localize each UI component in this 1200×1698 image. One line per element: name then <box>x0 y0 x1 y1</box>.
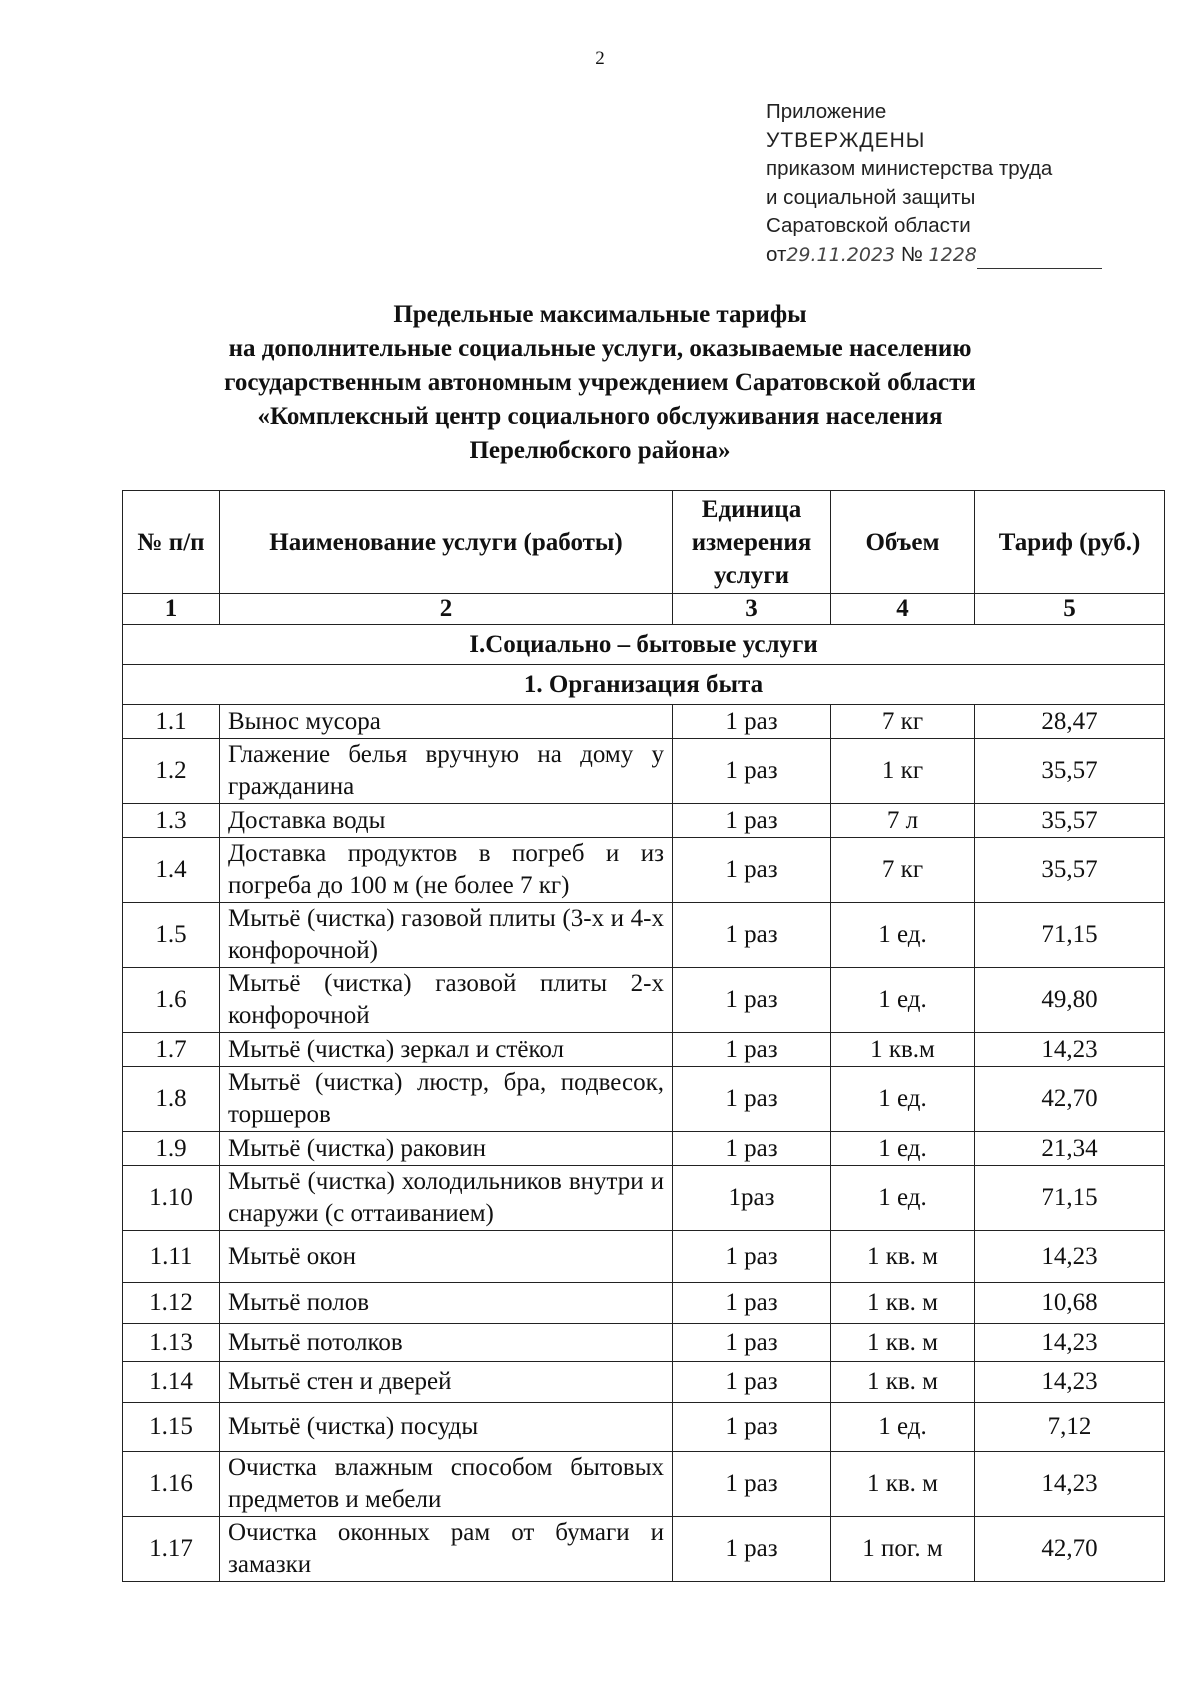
service-name: Мытьё потолков <box>220 1324 673 1362</box>
row-number: 1.5 <box>123 903 220 968</box>
unit-cell: 1 раз <box>673 804 831 838</box>
tariff-cell: 14,23 <box>975 1452 1165 1517</box>
column-number: 1 <box>123 594 220 625</box>
service-name: Мытьё (чистка) зеркал и стёкол <box>220 1033 673 1067</box>
service-name: Мытьё (чистка) раковин <box>220 1132 673 1166</box>
table-row <box>123 1283 1165 1324</box>
row-number: 1.9 <box>123 1132 220 1166</box>
row-number: 1.6 <box>123 968 220 1033</box>
unit-cell: 1раз <box>673 1166 831 1231</box>
unit-cell: 1 раз <box>673 1452 831 1517</box>
volume-cell: 1 ед. <box>831 1166 975 1231</box>
row-number: 1.12 <box>123 1283 220 1324</box>
table-row <box>123 1517 1165 1582</box>
tariff-cell: 42,70 <box>975 1067 1165 1132</box>
service-name: Доставка воды <box>220 804 673 838</box>
tariff-cell: 35,57 <box>975 739 1165 804</box>
approval-line: Саратовской области <box>766 214 971 237</box>
volume-cell: 1 ед. <box>831 903 975 968</box>
row-number: 1.7 <box>123 1033 220 1067</box>
tariff-cell: 71,15 <box>975 903 1165 968</box>
unit-cell: 1 раз <box>673 903 831 968</box>
row-number: 1.13 <box>123 1324 220 1362</box>
volume-cell: 7 кг <box>831 705 975 739</box>
volume-cell: 1 ед. <box>831 968 975 1033</box>
tariff-cell: 14,23 <box>975 1362 1165 1403</box>
volume-cell: 1 пог. м <box>831 1517 975 1582</box>
column-number: 4 <box>831 594 975 625</box>
subsection-heading: 1. Организация быта <box>123 665 1165 705</box>
tariff-cell: 35,57 <box>975 838 1165 903</box>
number-prefix: № <box>900 242 923 266</box>
tariff-cell: 7,12 <box>975 1403 1165 1452</box>
row-number: 1.11 <box>123 1231 220 1283</box>
unit-cell: 1 раз <box>673 1132 831 1166</box>
tariff-cell: 42,70 <box>975 1517 1165 1582</box>
service-name: Доставка продуктов в погреб и из погреба до 100 м (не более 7 кг) <box>220 838 673 903</box>
approval-date-number <box>766 241 1102 270</box>
date-prefix: от <box>766 242 787 266</box>
row-number: 1.16 <box>123 1452 220 1517</box>
table-row <box>123 804 1165 838</box>
tariff-cell: 14,23 <box>975 1324 1165 1362</box>
service-name: Мытьё (чистка) посуды <box>220 1403 673 1452</box>
tariff-cell: 49,80 <box>975 968 1165 1033</box>
unit-cell: 1 раз <box>673 1324 831 1362</box>
approval-stamp: УТВЕРЖДЕНЫ <box>766 128 926 152</box>
title-line: на дополнительные социальные услуги, оказываемые населению <box>228 335 972 362</box>
volume-cell: 1 кв. м <box>831 1283 975 1324</box>
title-line: государственным автономным учреждением Саратовской области <box>224 369 976 396</box>
section-row <box>123 625 1165 665</box>
page-number: 2 <box>595 48 605 69</box>
row-number: 1.14 <box>123 1362 220 1403</box>
table-row <box>123 739 1165 804</box>
service-name: Вынос мусора <box>220 705 673 739</box>
unit-cell: 1 раз <box>673 1231 831 1283</box>
table-row <box>123 1403 1165 1452</box>
table-row <box>123 838 1165 903</box>
tariff-cell: 71,15 <box>975 1166 1165 1231</box>
table-row <box>123 1033 1165 1067</box>
handwritten-date: 29.11.2023 <box>786 243 896 266</box>
unit-cell: 1 раз <box>673 739 831 804</box>
unit-cell: 1 раз <box>673 838 831 903</box>
service-name: Мытьё стен и дверей <box>220 1362 673 1403</box>
service-name: Очистка оконных рам от бумаги и замазки <box>220 1517 673 1582</box>
table-row <box>123 1067 1165 1132</box>
unit-cell: 1 раз <box>673 1517 831 1582</box>
unit-cell: 1 раз <box>673 1362 831 1403</box>
tariff-cell: 14,23 <box>975 1033 1165 1067</box>
signature-underline <box>977 250 1102 269</box>
document-title <box>0 298 1200 468</box>
tariff-cell: 10,68 <box>975 1283 1165 1324</box>
approval-block <box>766 98 1102 269</box>
unit-cell: 1 раз <box>673 968 831 1033</box>
table-row <box>123 1362 1165 1403</box>
volume-cell: 1 кг <box>831 739 975 804</box>
title-line: Предельные максимальные тарифы <box>393 301 807 328</box>
table-row <box>123 1324 1165 1362</box>
approval-line: Приложение <box>766 100 887 123</box>
row-number: 1.1 <box>123 705 220 739</box>
unit-cell: 1 раз <box>673 1283 831 1324</box>
tariff-cell: 21,34 <box>975 1132 1165 1166</box>
tariffs-table <box>122 490 1165 1582</box>
volume-cell: 7 л <box>831 804 975 838</box>
tariff-cell: 35,57 <box>975 804 1165 838</box>
row-number: 1.10 <box>123 1166 220 1231</box>
service-name: Мытьё окон <box>220 1231 673 1283</box>
service-name: Мытьё (чистка) холодильников внутри и снаружи (с оттаиванием) <box>220 1166 673 1231</box>
header-volume: Объем <box>831 491 975 594</box>
row-number: 1.17 <box>123 1517 220 1582</box>
service-name: Очистка влажным способом бытовых предметов и мебели <box>220 1452 673 1517</box>
handwritten-number: 1228 <box>928 243 977 266</box>
unit-cell: 1 раз <box>673 1033 831 1067</box>
unit-cell: 1 раз <box>673 705 831 739</box>
approval-line: и социальной защиты <box>766 185 976 209</box>
volume-cell: 1 ед. <box>831 1132 975 1166</box>
header-name: Наименование услуги (работы) <box>220 491 673 594</box>
volume-cell: 1 кв. м <box>831 1324 975 1362</box>
volume-cell: 1 ед. <box>831 1067 975 1132</box>
row-number: 1.2 <box>123 739 220 804</box>
header-unit: Единица измерения услуги <box>673 491 831 594</box>
header-num: № п/п <box>123 491 220 594</box>
approval-line: приказом министерства труда <box>766 157 1053 180</box>
service-name: Глажение белья вручную на дому у гражданина <box>220 739 673 804</box>
header-row <box>123 491 1165 594</box>
tariff-cell: 14,23 <box>975 1231 1165 1283</box>
service-name: Мытьё (чистка) газовой плиты 2-х конфорочной <box>220 968 673 1033</box>
subsection-row <box>123 665 1165 705</box>
table-row <box>123 903 1165 968</box>
section-heading: I.Социально – бытовые услуги <box>123 625 1165 665</box>
title-line: «Комплексный центр социального обслуживания населения <box>257 403 943 430</box>
table-row <box>123 1166 1165 1231</box>
tariff-cell: 28,47 <box>975 705 1165 739</box>
volume-cell: 1 кв. м <box>831 1452 975 1517</box>
row-number: 1.4 <box>123 838 220 903</box>
header-tariff: Тариф (руб.) <box>975 491 1165 594</box>
service-name: Мытьё (чистка) люстр, бра, подвесок, торшеров <box>220 1067 673 1132</box>
volume-cell: 1 кв. м <box>831 1231 975 1283</box>
column-number: 2 <box>220 594 673 625</box>
row-number: 1.3 <box>123 804 220 838</box>
table-row <box>123 968 1165 1033</box>
unit-cell: 1 раз <box>673 1067 831 1132</box>
column-number: 3 <box>673 594 831 625</box>
volume-cell: 7 кг <box>831 838 975 903</box>
table-row <box>123 1231 1165 1283</box>
table-row <box>123 1132 1165 1166</box>
table-row <box>123 705 1165 739</box>
service-name: Мытьё (чистка) газовой плиты (3-х и 4-х конфорочной) <box>220 903 673 968</box>
service-name: Мытьё полов <box>220 1283 673 1324</box>
column-number-row <box>123 594 1165 625</box>
unit-cell: 1 раз <box>673 1403 831 1452</box>
column-number: 5 <box>975 594 1165 625</box>
volume-cell: 1 кв. м <box>831 1362 975 1403</box>
volume-cell: 1 кв.м <box>831 1033 975 1067</box>
row-number: 1.15 <box>123 1403 220 1452</box>
title-line: Перелюбского района» <box>469 437 731 464</box>
volume-cell: 1 ед. <box>831 1403 975 1452</box>
row-number: 1.8 <box>123 1067 220 1132</box>
table-row <box>123 1452 1165 1517</box>
